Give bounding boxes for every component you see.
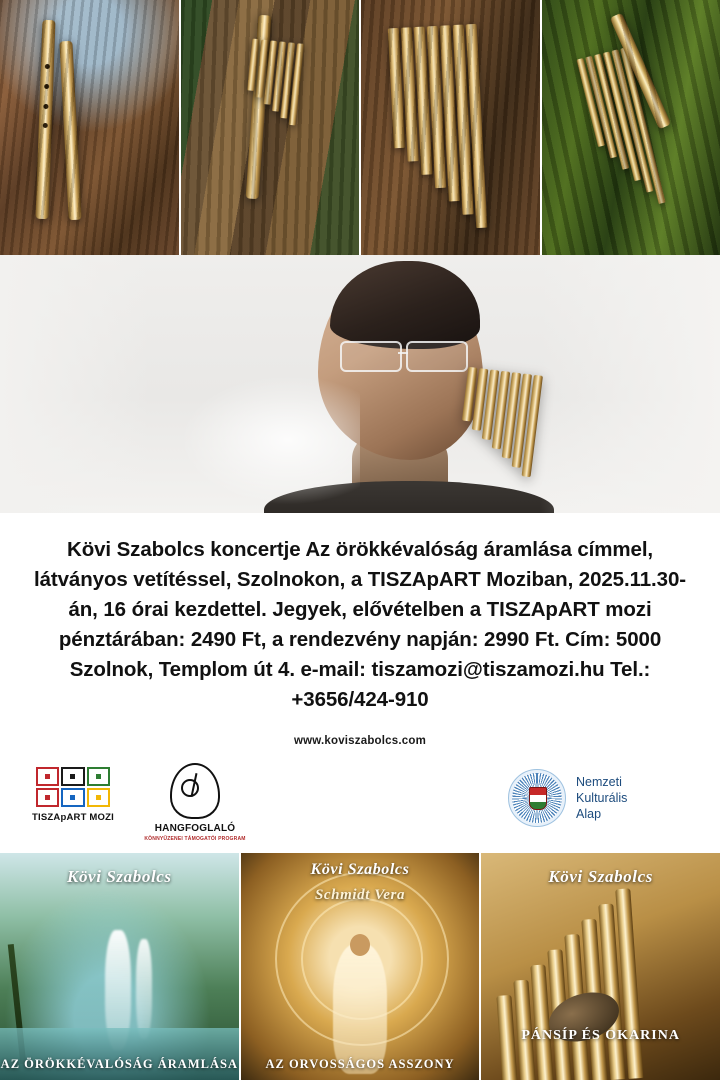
pan-flute-icon — [388, 23, 488, 231]
album-artist: Kövi Szabolcs — [548, 866, 653, 886]
pan-flute-icon — [456, 367, 543, 477]
pan-flute-icon — [576, 47, 665, 215]
hangfoglalo-logo — [140, 763, 250, 842]
right-fade — [540, 255, 720, 513]
album-title: AZ ÖRÖKKÉVALÓSÁG ÁRAMLÁSA — [0, 1057, 238, 1071]
album-cover-orvossagos-asszony — [239, 853, 480, 1080]
album-artist: Kövi Szabolcs — [310, 860, 410, 878]
album-title: AZ ORVOSSÁGOS ASSZONY — [265, 1057, 455, 1071]
pan-flute-icon — [244, 38, 304, 125]
pan-flute-sequoia-photo — [0, 0, 179, 255]
flute-tree-portrait-photo — [179, 0, 360, 255]
mist-overlay — [180, 375, 360, 505]
tiszapart-mozi-label: TISZApART MOZI — [32, 811, 114, 823]
event-details-text: Kövi Szabolcs koncertje Az örökkévalóság áramlása címmel, látványos vetítéssel, Szolnokon, a TISZApART Moziban, 2025.11.30-án, 16 órai kezdettel. Jegyek, elővételben a TISZApART mozi pénztárában: 2490 Ft, a rendezvény napján: 2990 Ft. Cím: 5000 Szolnok, Templom út 4. e-mail: tiszamozi@tiszamozi.hu Tel.: +3656/424-910 — [34, 538, 686, 711]
nka-label — [576, 774, 627, 822]
pan-flute-icon — [489, 889, 643, 1080]
website-url[interactable]: www.koviszabolcs.com — [293, 734, 427, 747]
flute-icon — [610, 13, 672, 130]
nka-line-2: Kulturális — [576, 790, 628, 805]
flute-bamboo-photo — [540, 0, 720, 255]
sponsor-logos — [0, 761, 720, 853]
tiszapart-mozi-logo — [18, 767, 128, 823]
flute-icon — [246, 15, 272, 199]
hangfoglalo-sublabel: KÖNNYŰZENEI TÁMOGATÓI PROGRAM — [144, 835, 246, 842]
event-details — [0, 513, 720, 755]
left-fade — [0, 255, 150, 513]
flute-icon — [60, 41, 82, 220]
album-featuring: Schmidt Vera — [314, 886, 406, 903]
nka-emblem-icon — [508, 769, 566, 827]
nemzeti-kulturalis-alap-logo — [508, 769, 698, 827]
pan-flute-bark-photo — [359, 0, 540, 255]
album-covers-strip — [0, 853, 720, 1080]
hangfoglalo-mark-icon — [170, 763, 220, 819]
top-photo-strip — [0, 0, 720, 255]
hangfoglalo-label: HANGFOGLALÓ — [154, 822, 236, 834]
musician-portrait — [0, 255, 720, 513]
album-cover-orokkevalosag — [0, 853, 239, 1080]
album-artist: Kövi Szabolcs — [67, 866, 172, 886]
nka-line-3: Alap — [576, 806, 602, 821]
tiszapart-mark-icon — [36, 767, 110, 807]
album-cover-pansip-es-okarina — [479, 853, 720, 1080]
flute-icon — [36, 20, 56, 219]
nka-line-1: Nemzeti — [576, 774, 622, 789]
album-title: PÁNSÍP ÉS OKARINA — [521, 1028, 680, 1043]
